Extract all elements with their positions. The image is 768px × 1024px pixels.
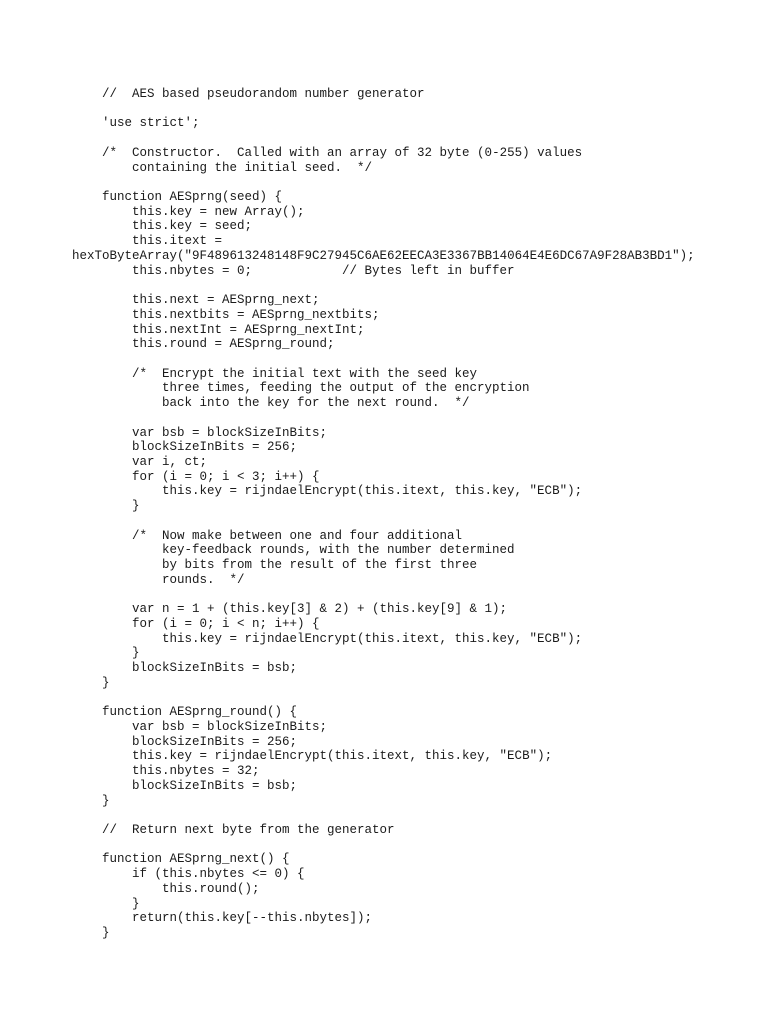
code-text: // Return next byte from the generator	[102, 822, 395, 837]
code-line	[0, 529, 768, 544]
code-line	[0, 219, 768, 234]
code-text: three times, feeding the output of the encryption	[162, 381, 530, 396]
code-line	[0, 602, 768, 617]
code-text: var bsb = blockSizeInBits;	[132, 425, 328, 440]
code-text: var n = 1 + (this.key[3] & 2) + (this.key[9] & 1);	[132, 602, 508, 617]
code-line	[0, 470, 768, 485]
code-line	[0, 867, 768, 882]
code-text: this.key = rijndaelEncrypt(this.itext, this.key, "ECB");	[162, 631, 583, 646]
code-line	[0, 426, 768, 441]
code-line	[0, 882, 768, 897]
code-line	[0, 146, 768, 161]
code-text: var bsb = blockSizeInBits;	[132, 719, 328, 734]
code-text: for (i = 0; i < n; i++) {	[132, 616, 320, 631]
blank-line	[0, 690, 768, 705]
code-text: blockSizeInBits = 256;	[132, 440, 298, 455]
code-line	[0, 926, 768, 941]
code-line	[0, 293, 768, 308]
code-text: this.key = new Array();	[132, 204, 305, 219]
code-line	[0, 676, 768, 691]
code-text: this.round = AESprng_round;	[132, 337, 335, 352]
code-text: this.nextInt = AESprng_nextInt;	[132, 322, 365, 337]
code-line	[0, 794, 768, 809]
blank-line	[0, 131, 768, 146]
code-line	[0, 749, 768, 764]
code-line	[0, 308, 768, 323]
code-text: this.key = rijndaelEncrypt(this.itext, this.key, "ECB");	[162, 484, 583, 499]
code-line	[0, 205, 768, 220]
code-line	[0, 646, 768, 661]
code-text: if (this.nbytes <= 0) {	[132, 867, 305, 882]
code-line	[0, 381, 768, 396]
code-line	[0, 705, 768, 720]
blank-line	[0, 278, 768, 293]
code-line	[0, 617, 768, 632]
blank-line	[0, 175, 768, 190]
code-line	[0, 897, 768, 912]
code-text: this.itext =	[132, 234, 223, 249]
code-line	[0, 440, 768, 455]
code-text: this.nbytes = 32;	[132, 764, 260, 779]
code-text: this.key = rijndaelEncrypt(this.itext, this.key, "ECB");	[132, 749, 553, 764]
code-text: var i, ct;	[132, 454, 208, 469]
code-line	[0, 779, 768, 794]
code-text: /* Now make between one and four additional	[132, 528, 463, 543]
code-text: containing the initial seed. */	[132, 160, 373, 175]
code-text: this.key = seed;	[132, 219, 253, 234]
blank-line	[0, 411, 768, 426]
blank-line	[0, 808, 768, 823]
code-text: hexToByteArray("9F489613248148F9C27945C6AE62EECA3E3367BB14064E4E6DC67A9F28AB3BD1");	[72, 248, 695, 263]
code-text: /* Constructor. Called with an array of 32 byte (0-255) values	[102, 145, 583, 160]
code-text: function AESprng_next() {	[102, 852, 290, 867]
code-line	[0, 720, 768, 735]
code-line	[0, 661, 768, 676]
code-line	[0, 455, 768, 470]
code-line	[0, 323, 768, 338]
code-line	[0, 573, 768, 588]
code-line	[0, 735, 768, 750]
code-text: key-feedback rounds, with the number determined	[162, 543, 515, 558]
code-text: back into the key for the next round. */	[162, 396, 470, 411]
code-text: }	[102, 675, 110, 690]
blank-line	[0, 587, 768, 602]
code-line	[0, 632, 768, 647]
code-line	[0, 116, 768, 131]
code-text: function AESprng(seed) {	[102, 190, 283, 205]
code-text: 'use strict';	[102, 116, 200, 131]
code-text: }	[132, 646, 140, 661]
code-text: }	[132, 499, 140, 514]
code-line	[0, 543, 768, 558]
code-line	[0, 911, 768, 926]
code-text: // AES based pseudorandom number generator	[102, 87, 425, 101]
code-text: blockSizeInBits = 256;	[132, 734, 298, 749]
code-text: }	[102, 793, 110, 808]
code-text: this.nbytes = 0; // Bytes left in buffer	[132, 263, 515, 278]
code-line	[0, 337, 768, 352]
code-line	[0, 499, 768, 514]
code-line	[0, 249, 768, 264]
blank-line	[0, 352, 768, 367]
code-text: return(this.key[--this.nbytes]);	[132, 911, 373, 926]
code-line	[0, 823, 768, 838]
code-text: this.nextbits = AESprng_nextbits;	[132, 307, 380, 322]
blank-line	[0, 102, 768, 117]
code-text: this.round();	[162, 881, 260, 896]
code-text: blockSizeInBits = bsb;	[132, 778, 298, 793]
code-text: function AESprng_round() {	[102, 705, 298, 720]
code-line	[0, 367, 768, 382]
code-text: rounds. */	[162, 572, 245, 587]
code-line	[0, 852, 768, 867]
code-line	[0, 264, 768, 279]
code-text: }	[102, 925, 110, 940]
code-line	[0, 558, 768, 573]
code-line	[0, 234, 768, 249]
code-text: this.next = AESprng_next;	[132, 293, 320, 308]
code-line	[0, 161, 768, 176]
code-text: }	[132, 896, 140, 911]
code-line	[0, 190, 768, 205]
blank-line	[0, 838, 768, 853]
code-text: by bits from the result of the first three	[162, 558, 478, 572]
code-listing	[0, 87, 768, 941]
code-line	[0, 764, 768, 779]
code-line	[0, 484, 768, 499]
code-text: blockSizeInBits = bsb;	[132, 661, 298, 676]
code-line	[0, 396, 768, 411]
code-line	[0, 87, 768, 102]
blank-line	[0, 514, 768, 529]
code-text: /* Encrypt the initial text with the seed key	[132, 366, 478, 381]
code-text: for (i = 0; i < 3; i++) {	[132, 469, 320, 484]
